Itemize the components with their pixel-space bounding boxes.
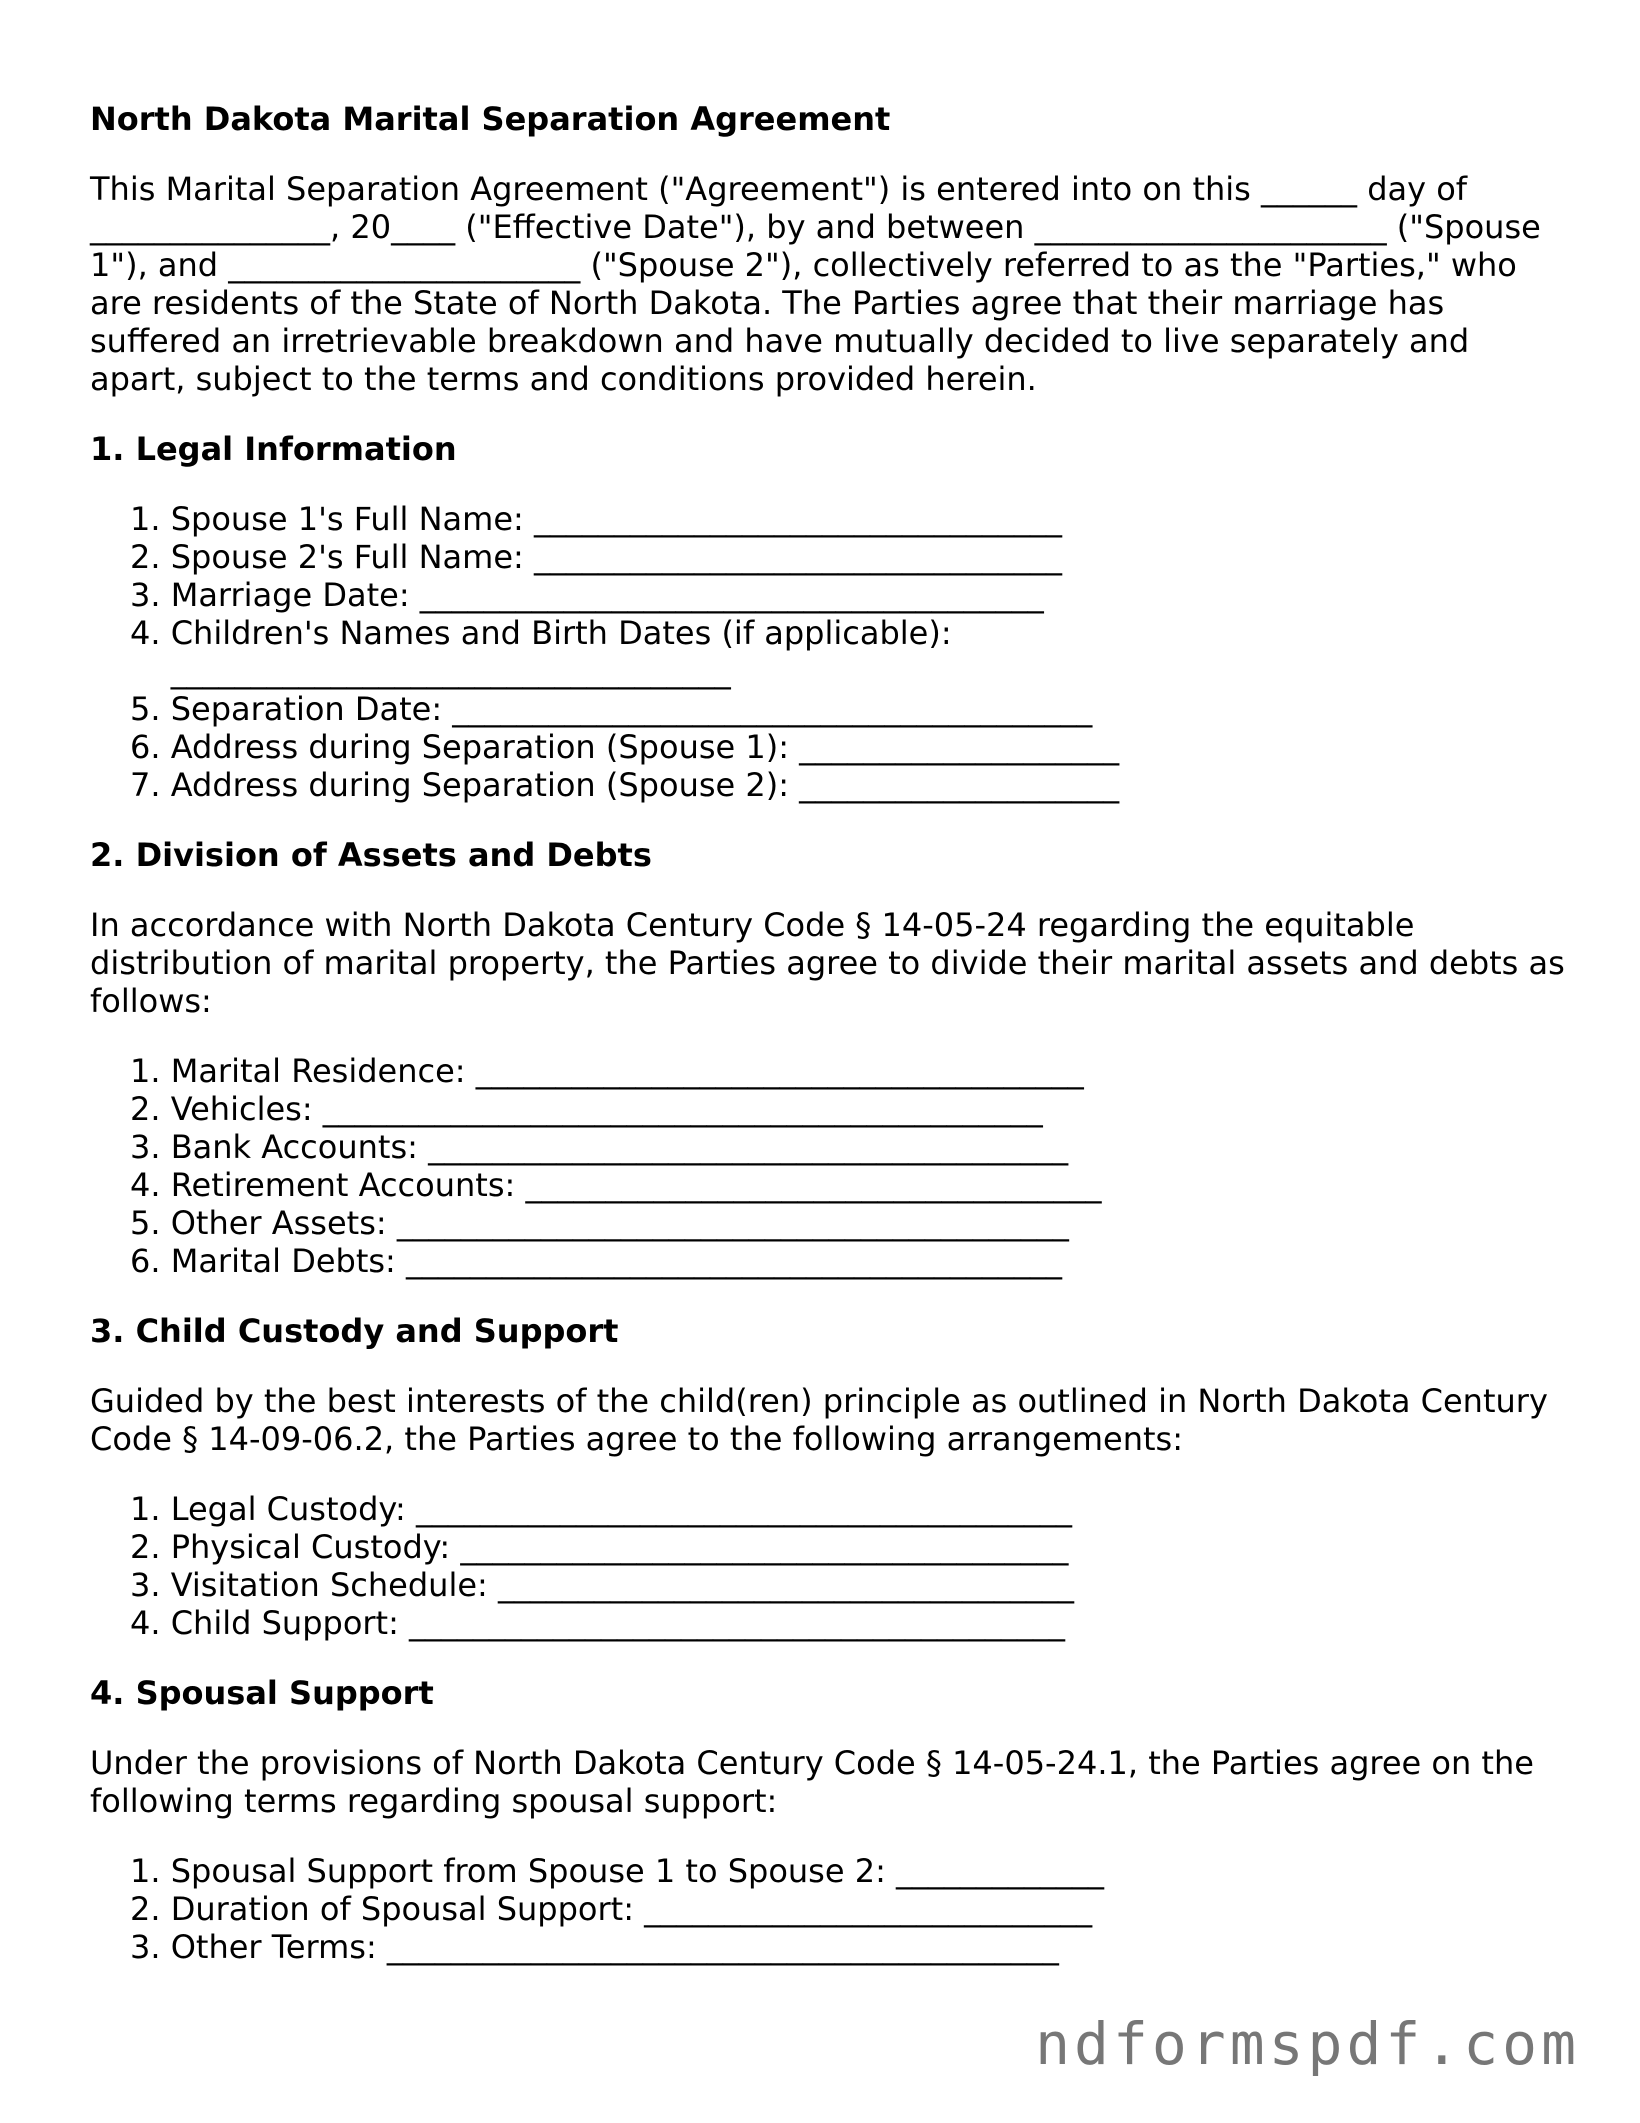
- watermark-text: ndformspdf.com: [1035, 2010, 1580, 2078]
- list-item: 1. Legal Custody: _________________________________________: [130, 1490, 1072, 1528]
- list-item: 2. Vehicles: _____________________________________________: [130, 1090, 1043, 1128]
- list-item: 5. Other Assets: __________________________________________: [130, 1204, 1069, 1242]
- division-of-assets-list: [90, 1052, 1570, 1280]
- section-paragraph: In accordance with North Dakota Century Code § 14-05-24 regarding the equitable distribution of marital property, the Parties agree to divide their marital assets and debts as follows:: [90, 906, 1565, 1020]
- list-item: 2. Duration of Spousal Support: ____________________________: [130, 1890, 1093, 1928]
- section-heading-legal-information: 1. Legal Information: [90, 430, 457, 468]
- list-item: 1. Spouse 1's Full Name: _________________________________: [130, 500, 1062, 538]
- list-item: 7. Address during Separation (Spouse 2): ____________________: [130, 766, 1120, 804]
- section-paragraph: Under the provisions of North Dakota Century Code § 14-05-24.1, the Parties agree on the following terms regarding spousal support:: [90, 1744, 1534, 1820]
- child-custody-list: [90, 1490, 1570, 1642]
- list-item: 2. Spouse 2's Full Name: _________________________________: [130, 538, 1062, 576]
- list-item: 1. Spousal Support from Spouse 1 to Spouse 2: _____________: [130, 1852, 1105, 1890]
- spousal-support-list: [90, 1852, 1570, 1966]
- list-item: 4. Child Support: _________________________________________: [130, 1604, 1066, 1642]
- legal-information-list: [90, 500, 1570, 804]
- list-item: 3. Marriage Date: _______________________________________: [130, 576, 1044, 614]
- document-title: North Dakota Marital Separation Agreement: [90, 100, 891, 138]
- list-item: 3. Visitation Schedule: ____________________________________: [130, 1566, 1074, 1604]
- section-paragraph: Guided by the best interests of the child(ren) principle as outlined in North Dakota Century Code § 14-09-06.2, the Parties agree to the following arrangements:: [90, 1382, 1548, 1458]
- section-heading-division-of-assets: 2. Division of Assets and Debts: [90, 836, 652, 874]
- list-item: 6. Marital Debts: _________________________________________: [130, 1242, 1062, 1280]
- list-item: 6. Address during Separation (Spouse 1): ____________________: [130, 728, 1120, 766]
- list-item: 5. Separation Date: ________________________________________: [130, 690, 1093, 728]
- section-heading-spousal-support: 4. Spousal Support: [90, 1674, 434, 1712]
- list-item: 1. Marital Residence: ______________________________________: [130, 1052, 1084, 1090]
- intro-paragraph: This Marital Separation Agreement ("Agreement") is entered into on this ______ day of _______________, 20____ ("Effective Date"), by and between ______________________ ("Spouse 1"), and ______________________ ("Spouse 2"), collectively referred to as the "Parties," who are residents of the State of North Dakota. The Parties agree that their marriage has suffered an irretrievable breakdown and have mutually decided to live separately and apart, subject to the terms and conditions provided herein.: [90, 170, 1541, 398]
- list-item: 4. Retirement Accounts: ____________________________________: [130, 1166, 1102, 1204]
- list-item: 2. Physical Custody: ______________________________________: [130, 1528, 1069, 1566]
- section-heading-child-custody: 3. Child Custody and Support: [90, 1312, 619, 1350]
- list-item: 4. Children's Names and Birth Dates (if applicable): ___________________________________: [130, 614, 952, 690]
- list-item: 3. Other Terms: __________________________________________: [130, 1928, 1059, 1966]
- list-item: 3. Bank Accounts: ________________________________________: [130, 1128, 1069, 1166]
- document-page: [90, 100, 1570, 1966]
